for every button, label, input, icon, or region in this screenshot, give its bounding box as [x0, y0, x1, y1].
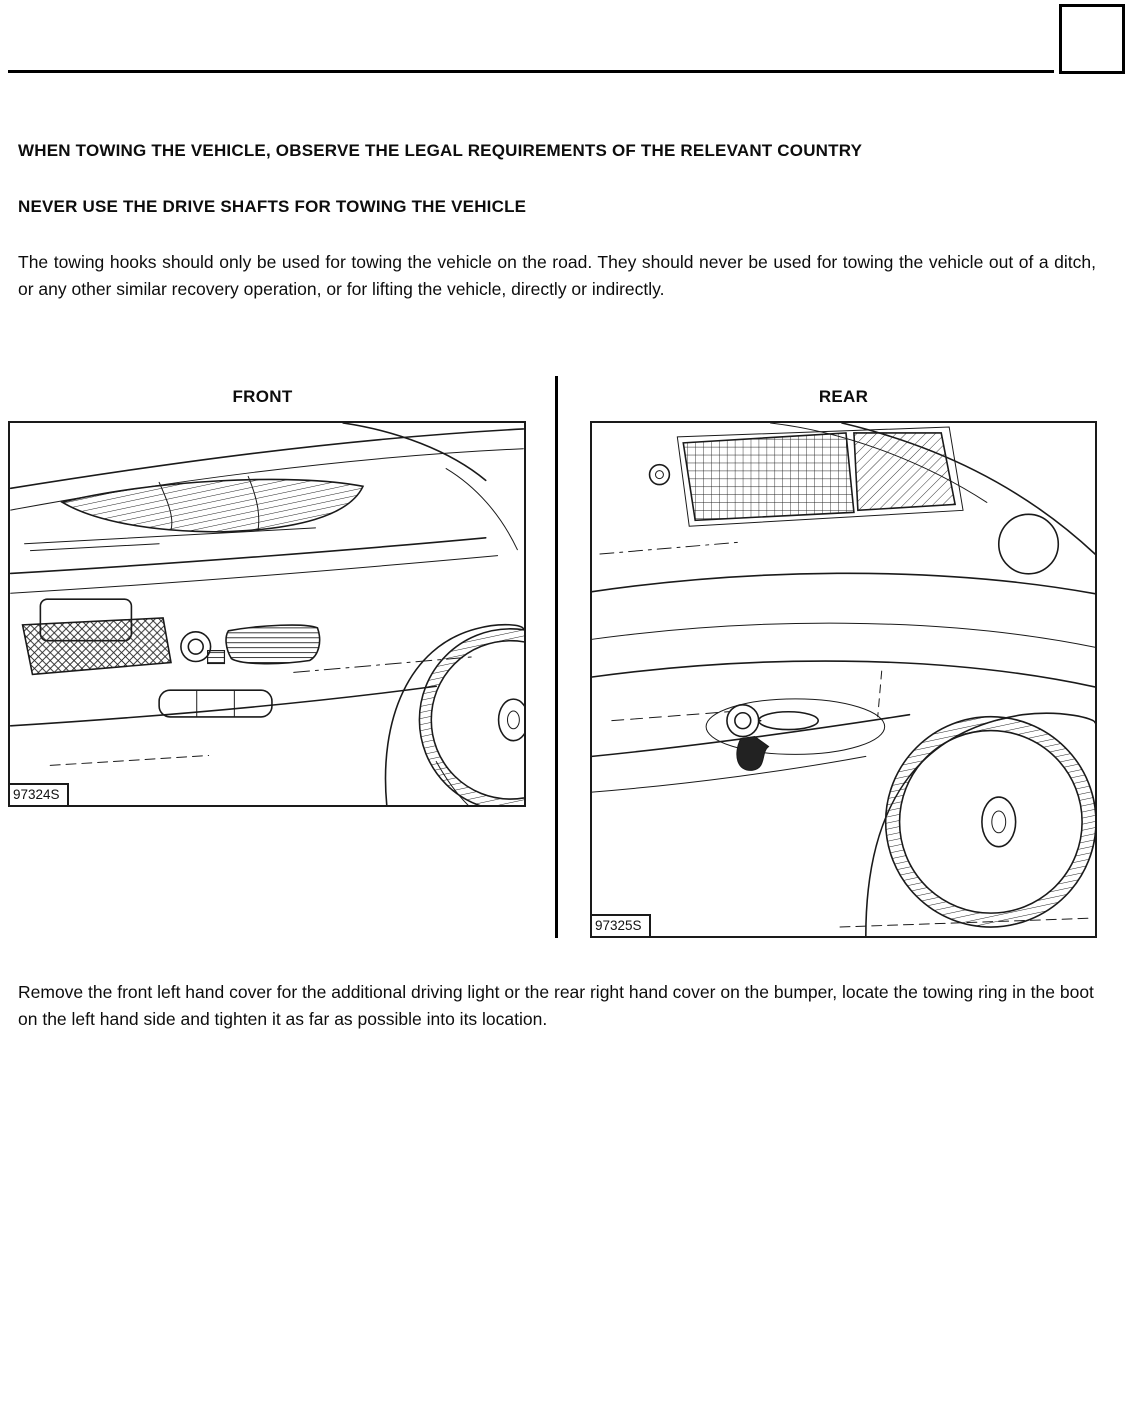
bumper-slots	[159, 690, 272, 717]
figure-divider	[555, 376, 558, 938]
figure-front	[8, 421, 526, 807]
heading-towing-legal: WHEN TOWING THE VEHICLE, OBSERVE THE LEGAL REQUIREMENTS OF THE RELEVANT COUNTRY	[18, 141, 863, 160]
headlight	[62, 476, 363, 531]
fog-lamp	[226, 625, 320, 664]
figure-label-front: FRONT	[232, 387, 293, 406]
figure-rear-code: 97325S	[592, 914, 651, 936]
figure-label-rear: REAR	[818, 387, 869, 406]
figure-front-code: 97324S	[10, 783, 69, 805]
figure-rear	[590, 421, 1097, 938]
tail-light	[677, 427, 963, 526]
heading-drive-shafts: NEVER USE THE DRIVE SHAFTS FOR TOWING THE VEHICLE	[18, 197, 527, 216]
grille	[23, 618, 171, 674]
rear-towing-drawing	[592, 423, 1095, 936]
front-wheel	[385, 625, 524, 805]
rear-wheel	[866, 713, 1095, 936]
corner-box	[1059, 4, 1125, 74]
intro-paragraph: The towing hooks should only be used for towing the vehicle on the road. They should never be used for towing the vehicle out of a ditch, or any other similar recovery operation, or for lifting the vehicle, directly or indirectly.	[18, 252, 1096, 299]
front-towing-drawing	[10, 423, 524, 805]
front-body-lines	[11, 423, 524, 765]
front-towing-eye	[181, 632, 225, 664]
boot-lock	[650, 465, 670, 485]
rear-towing-hook	[706, 699, 885, 771]
instruction-paragraph: Remove the front left hand cover for the additional driving light or the rear right hand cover on the bumper, locate the towing ring in the boot on the left hand side and tighten it as far as possible into its location.	[18, 982, 1094, 1029]
fuel-filler-cap	[999, 514, 1059, 574]
top-rule	[8, 70, 1054, 73]
